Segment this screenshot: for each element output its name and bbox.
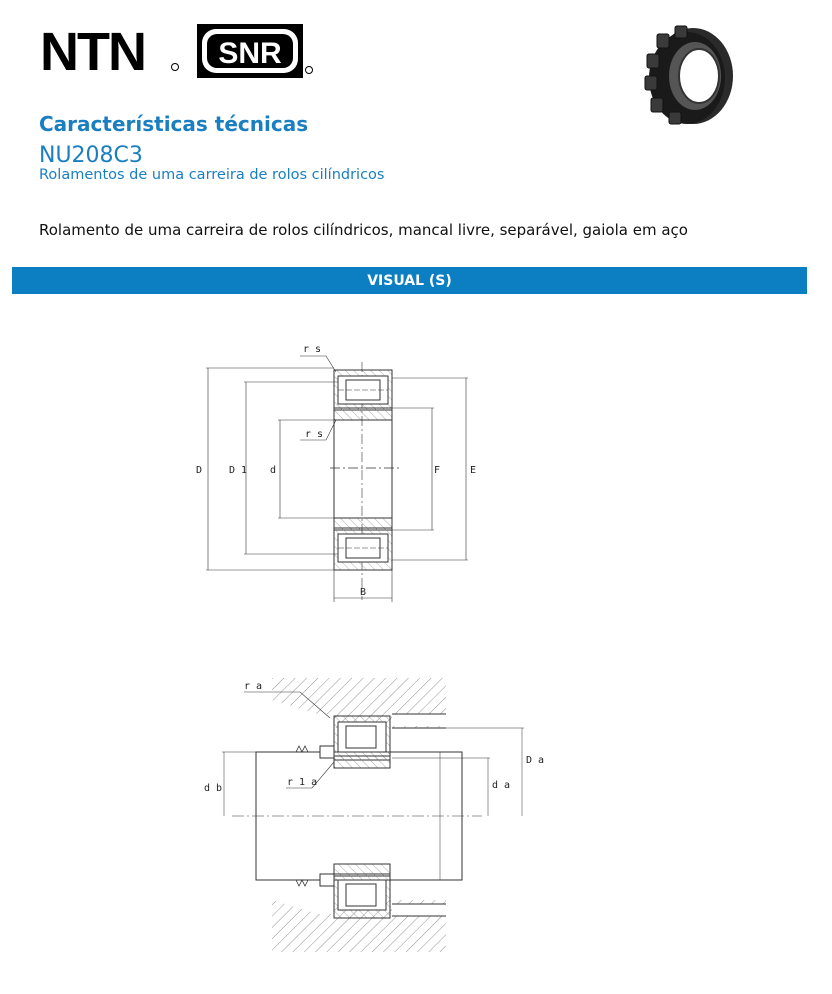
label-rs-outer: r s xyxy=(303,344,322,355)
label-B: B xyxy=(360,587,367,598)
cross-section-drawing xyxy=(206,356,468,602)
label-d: d xyxy=(270,465,277,476)
label-db: d b xyxy=(204,783,223,794)
product-category: Rolamentos de uma carreira de rolos cilíndricos xyxy=(39,167,385,183)
label-D: D xyxy=(196,465,203,476)
label-Da: D a xyxy=(526,755,545,766)
label-D1: D 1 xyxy=(229,465,248,476)
mounting-drawing xyxy=(222,678,524,952)
product-description: Rolamento de uma carreira de rolos cilíndricos, mancal livre, separável, gaiola em aço xyxy=(39,221,688,239)
page-title: Características técnicas xyxy=(39,112,309,136)
label-ra: r a xyxy=(244,681,263,692)
section-header-label: VISUAL (S) xyxy=(367,272,452,289)
label-rs-inner: r s xyxy=(305,429,324,440)
product-model: NU208C3 xyxy=(39,143,143,168)
snr-logo-text: SNR xyxy=(218,37,282,70)
label-F: F xyxy=(434,465,441,476)
label-da: d a xyxy=(492,780,511,791)
ntn-logo-text: NTN xyxy=(40,24,145,76)
label-E: E xyxy=(470,465,477,476)
label-r1a: r 1 a xyxy=(287,777,318,788)
